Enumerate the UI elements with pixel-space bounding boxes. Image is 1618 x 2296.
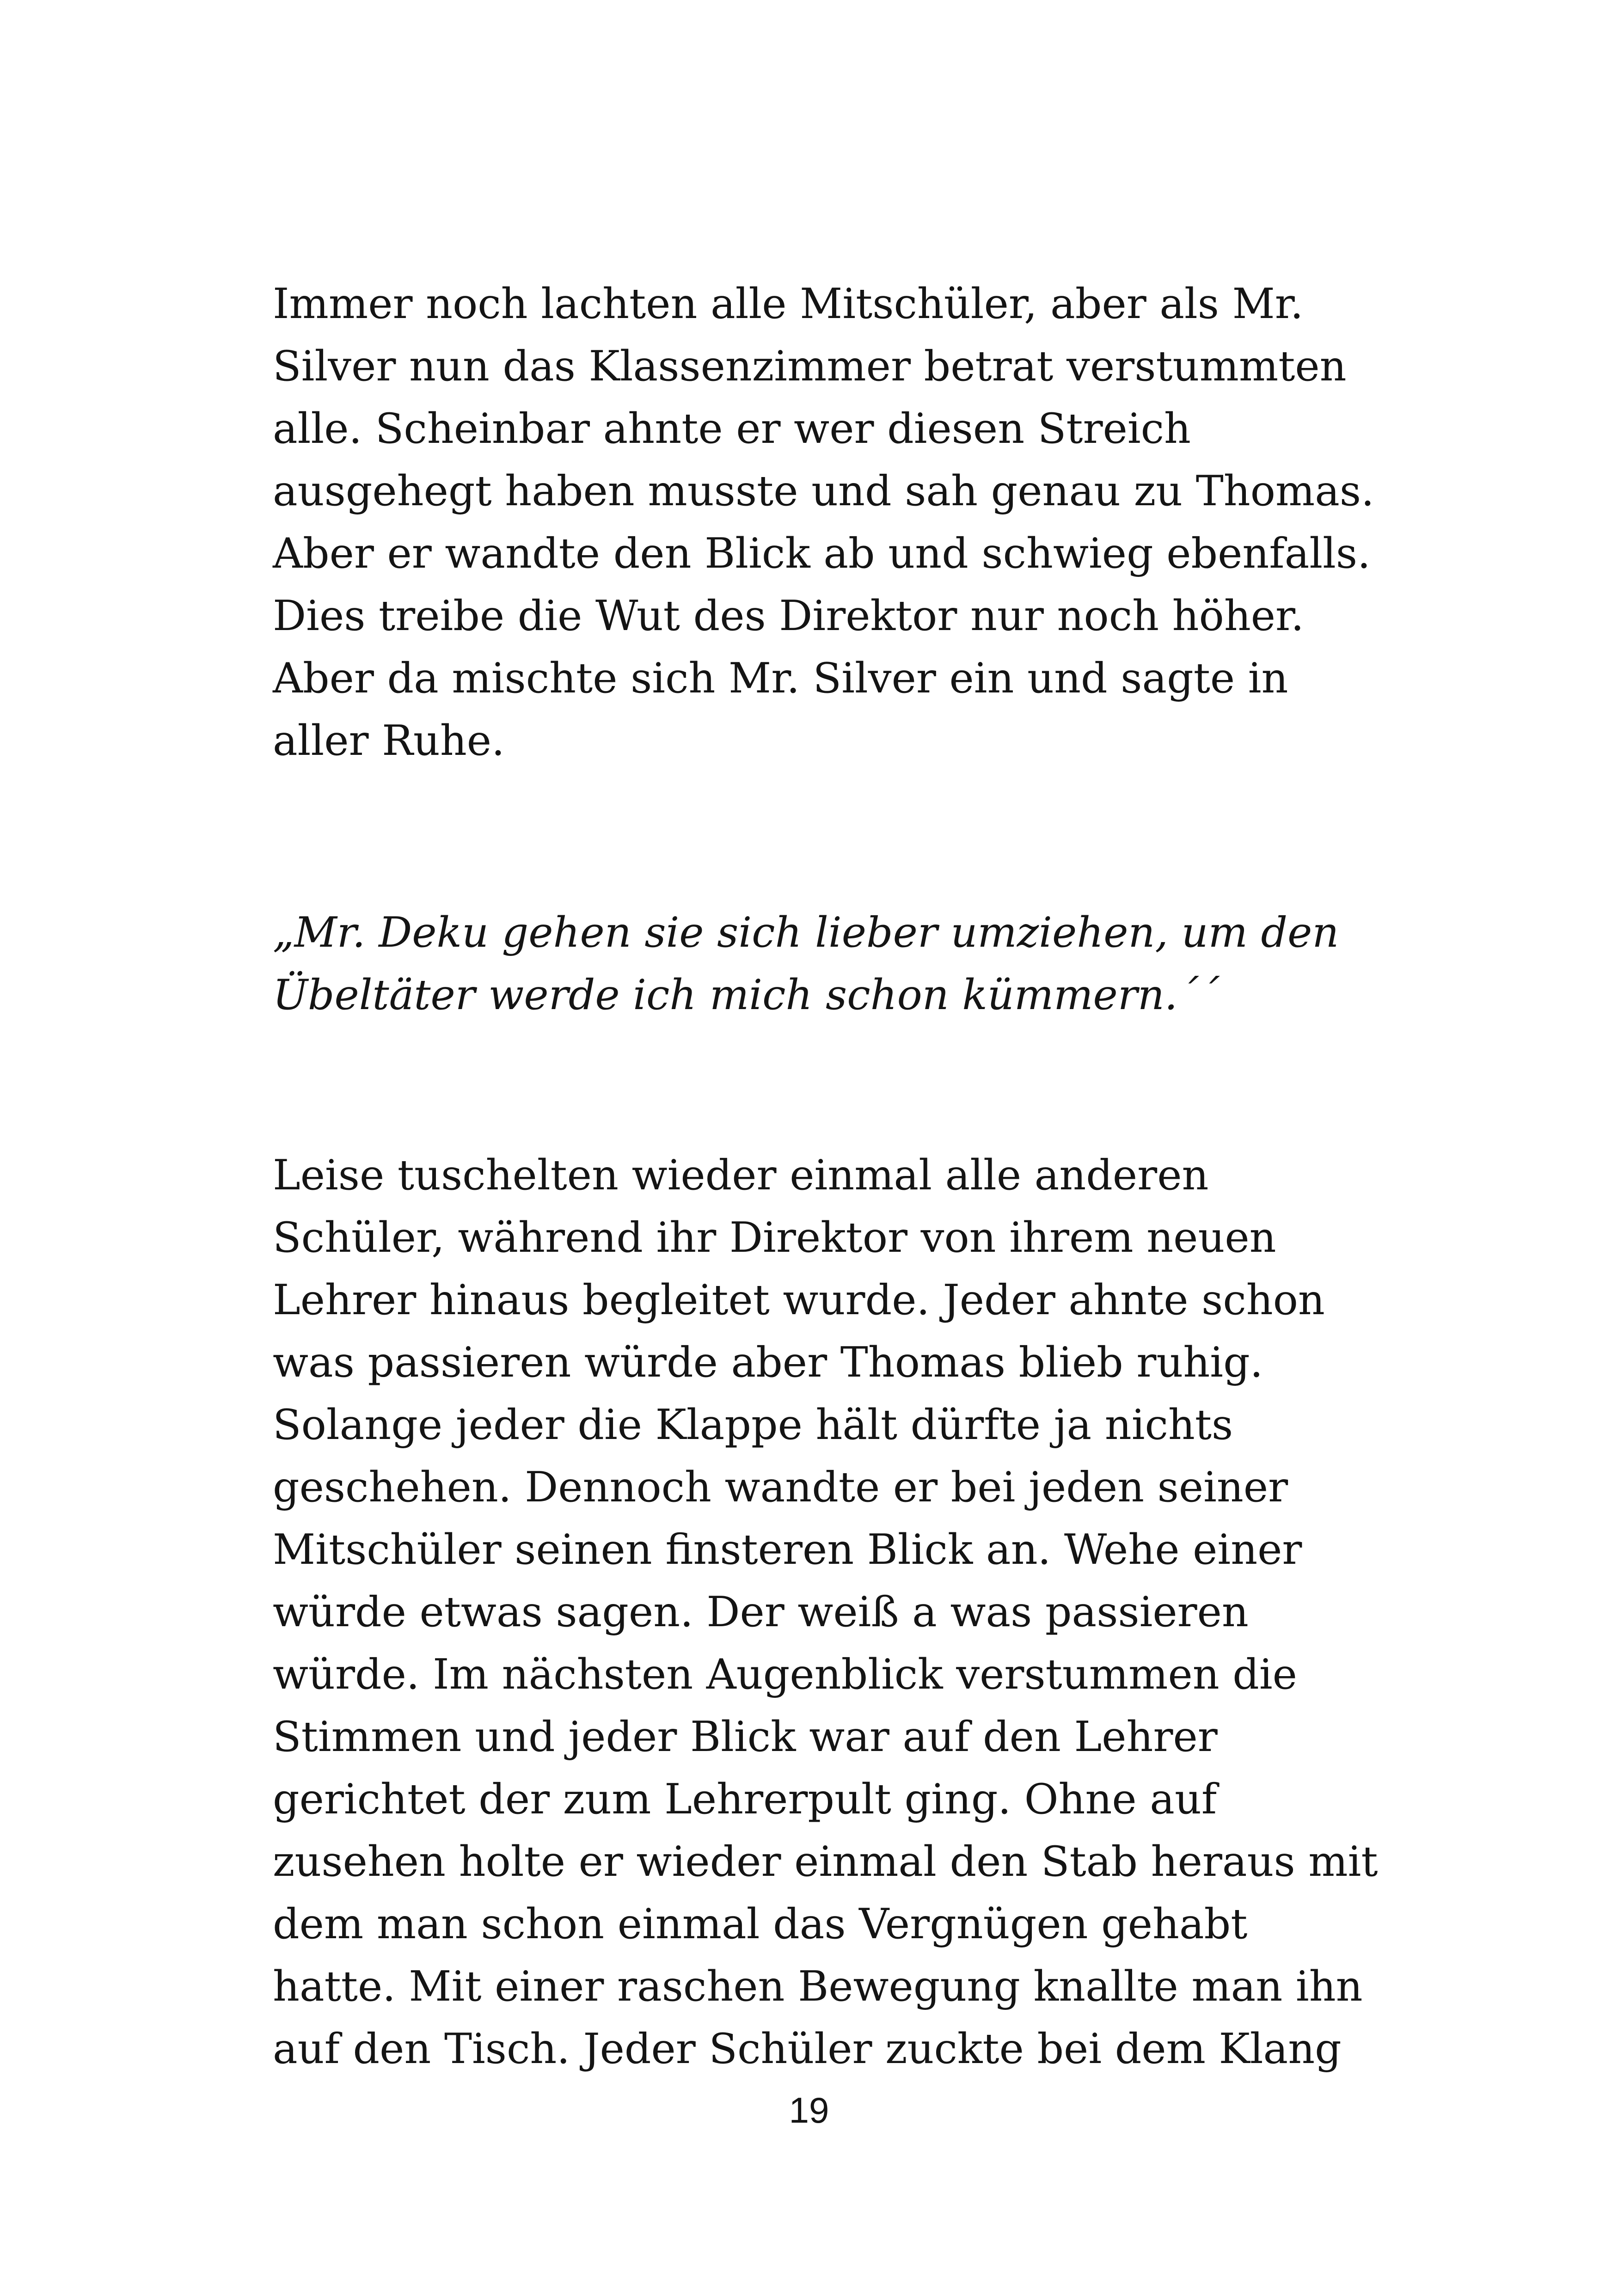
text-line: was passieren würde aber Thomas blieb ruhig.: [273, 1338, 1263, 1387]
text-line: auf den Tisch. Jeder Schüler zuckte bei dem Klang: [273, 2025, 1342, 2073]
text-line: hatte. Mit einer raschen Bewegung knallte man ihn: [273, 1962, 1363, 2011]
text-line: Mitschüler seinen finsteren Blick an. Wehe einer: [273, 1525, 1302, 1574]
text-line: geschehen. Dennoch wandte er bei jeden seiner: [273, 1463, 1288, 1512]
quote-line: „Mr. Deku gehen sie sich lieber umziehen, um den: [273, 908, 1339, 957]
text-line: Schüler, während ihr Direktor von ihrem neuen: [273, 1213, 1276, 1262]
text-line: Dies treibe die Wut des Direktor nur noch höher.: [273, 592, 1304, 640]
text-line: Stimmen und jeder Blick war auf den Lehrer: [273, 1713, 1218, 1761]
text-line: aller Ruhe.: [273, 716, 505, 765]
text-line: würde etwas sagen. Der weiß a was passieren: [273, 1588, 1249, 1636]
text-line: Aber er wandte den Blick ab und schwieg ebenfalls.: [273, 529, 1371, 578]
text-line: zusehen holte er wieder einmal den Stab heraus mit: [273, 1837, 1378, 1886]
text-line: Lehrer hinaus begleitet wurde. Jeder ahnte schon: [273, 1276, 1325, 1324]
text-line: ausgehegt haben musste und sah genau zu Thomas.: [273, 467, 1374, 515]
text-line: Leise tuschelten wieder einmal alle anderen: [273, 1151, 1209, 1200]
text-line: gerichtet der zum Lehrerpult ging. Ohne auf: [273, 1775, 1217, 1824]
text-line: Aber da mischte sich Mr. Silver ein und sagte in: [273, 654, 1288, 703]
text-line: würde. Im nächsten Augenblick verstummen die: [273, 1650, 1297, 1699]
text-line: Silver nun das Klassenzimmer betrat verstummten: [273, 342, 1347, 391]
text-line: Immer noch lachten alle Mitschüler, aber als Mr.: [273, 280, 1304, 328]
page-number: 19: [789, 2090, 829, 2131]
text-line: Solange jeder die Klappe hält dürfte ja nichts: [273, 1401, 1233, 1449]
text-line: dem man schon einmal das Vergnügen gehabt: [273, 1900, 1248, 1948]
text-line: alle. Scheinbar ahnte er wer diesen Streich: [273, 404, 1191, 453]
quote-line: Übeltäter werde ich mich schon kümmern.´´: [273, 971, 1220, 1019]
